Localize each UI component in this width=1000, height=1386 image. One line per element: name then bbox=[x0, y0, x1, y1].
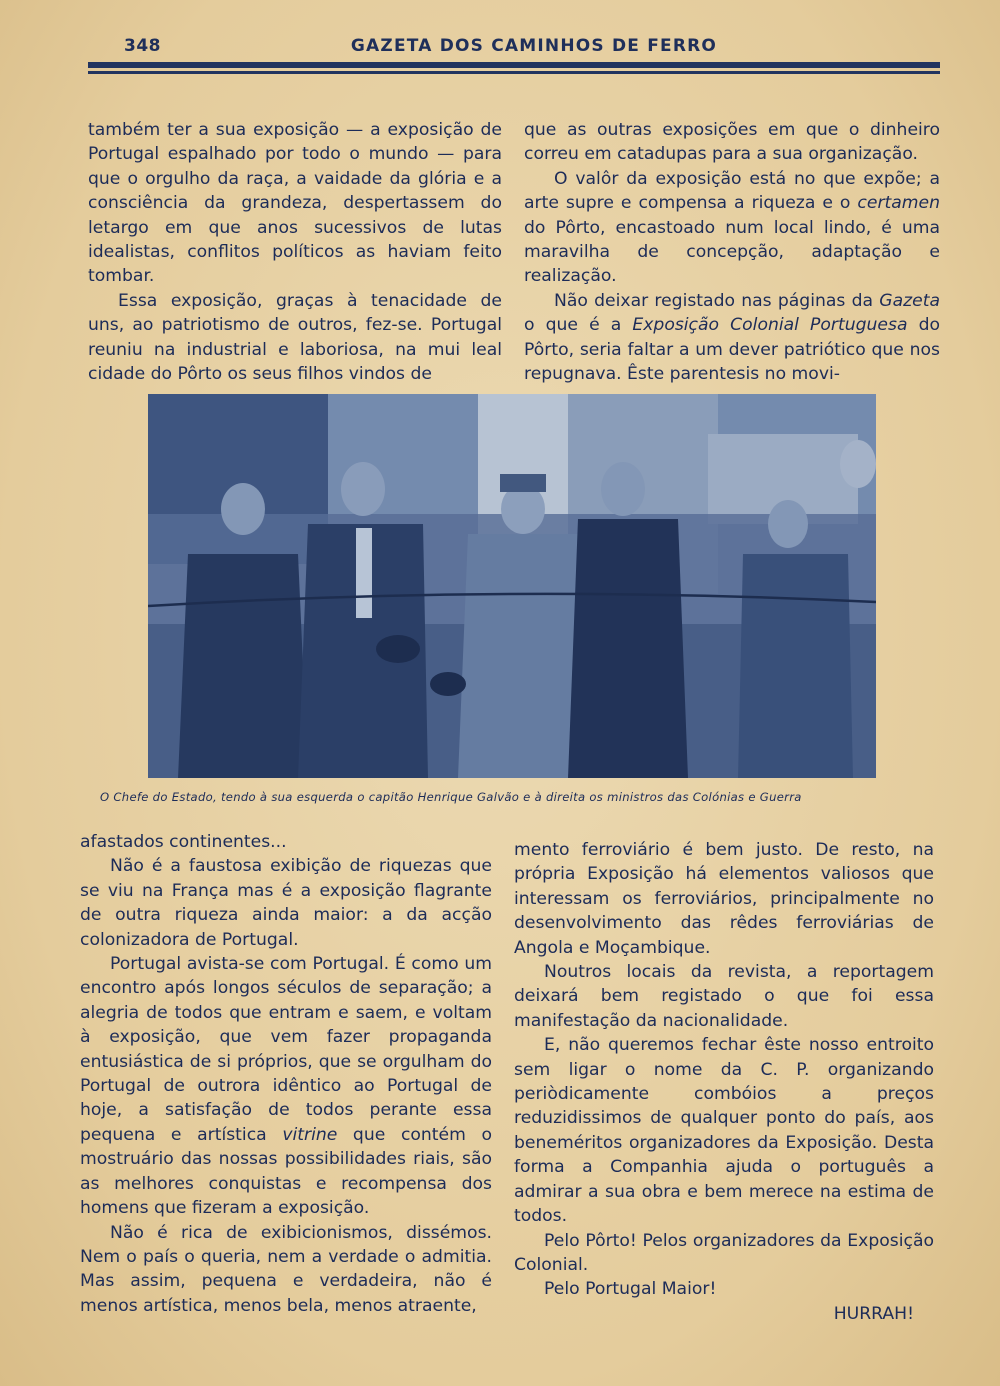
paragraph: Não é a faustosa exibição de riquezas que se viu na França mas é a exposição flagrante de outra riqueza ainda maior: a da acção colonizadora de Portugal. bbox=[80, 856, 492, 950]
paragraph: também ter a sua exposição — a exposição de Portugal espalhado por todo o mundo — para que o orgulho da raça, a vaidade da glória e a consciência da grandeza, despertassem do letargo em que anos sucessivos de lutas idealistas, conflitos políticos as haviam feito tombar. bbox=[88, 120, 502, 287]
paragraph: O valôr da exposição está no que expõe; a arte supre e compensa a riqueza e o certamen do Pôrto, encastoado num local lindo, é uma maravilha de concepção, adaptação e realização. bbox=[524, 168, 940, 287]
italic-term: Gazeta bbox=[879, 290, 940, 311]
paragraph: E, não queremos fechar êste nosso entroito sem ligar o nome da C. P. organizando periòdicamente combóios a preços reduzidissimos de qualquer ponto do país, aos beneméritos organizadores da Exposição. Desta forma a Companhia ajuda o português a admirar a sua obra e bem merece na estima de todos. bbox=[514, 1035, 934, 1227]
photo-caption: O Chefe do Estado, tendo à sua esquerda o capitão Henrique Galvão e à direita os ministros das Colónias e Guerra bbox=[100, 790, 802, 804]
paragraph: Essa exposição, graças à tenacidade de uns, ao patriotismo de outros, fez-se. Portugal reuniu na industrial e laboriosa, na mui leal cidade do Pôrto os seus filhos vindos de bbox=[88, 290, 502, 385]
page-header bbox=[88, 34, 940, 64]
column-bottom-left bbox=[80, 830, 492, 1318]
paragraph: mento ferroviário é bem justo. De resto, na própria Exposição há elementos valiosos que interessam os ferroviários, principalmente no desenvolvimento das rêdes ferroviárias de Angola e Moçambique. bbox=[514, 840, 934, 958]
italic-term: vitrine bbox=[282, 1124, 338, 1145]
page-number: 348 bbox=[124, 36, 161, 56]
column-bottom-right bbox=[514, 838, 934, 1326]
italic-term: Exposição Colonial Portuguesa bbox=[632, 315, 908, 336]
paragraph: Não deixar registado nas páginas da Gazeta o que é a Exposição Colonial Portuguesa do Pôrto, seria faltar a um dever patriótico que nos repugnava. Êste parentesis no movi- bbox=[524, 290, 941, 385]
paragraph: Noutros locais da revista, a reportagem deixará bem registado o que foi essa manifestação da nacionalidade. bbox=[514, 962, 934, 1031]
closing-exclamation: HURRAH! bbox=[833, 1303, 914, 1324]
paragraph: Portugal avista-se com Portugal. É como um encontro após longos séculos de separação; a alegria de todos que entram e saem, e voltam à exposição, que vem fazer propaganda entusiástica de si próprios, que se orgulham do Portugal de outrora idêntico ao Portugal de hoje, a satisfação de todos perante essa pequena e artística vitrine que contém o mostruário das nossas possibilidades riais, são as melhores conquistas e recompensa dos homens que fizeram a exposição. bbox=[80, 954, 492, 1219]
paragraph: Pelo Portugal Maior! bbox=[544, 1279, 717, 1300]
header-rule-thin bbox=[88, 71, 940, 74]
header-rule-thick bbox=[88, 62, 940, 68]
paragraph: que as outras exposições em que o dinheiro correu em catadupas para a sua organização. bbox=[524, 120, 940, 165]
photo-illustration bbox=[148, 394, 876, 778]
italic-term: certamen bbox=[857, 193, 940, 214]
ceremony-photograph bbox=[148, 394, 876, 778]
paragraph: Não é rica de exibicionismos, dissémos. Nem o país o queria, nem a verdade o admitia. Mas assim, pequena e verdadeira, não é menos artística, menos bela, menos atraente, bbox=[80, 1222, 492, 1316]
paragraph: Pelo Pôrto! Pelos organizadores da Exposição Colonial. bbox=[514, 1230, 934, 1275]
column-top-left bbox=[88, 118, 502, 386]
journal-title: GAZETA DOS CAMINHOS DE FERRO bbox=[350, 36, 718, 56]
column-top-right bbox=[524, 118, 940, 386]
paragraph: afastados continentes... bbox=[80, 832, 287, 852]
